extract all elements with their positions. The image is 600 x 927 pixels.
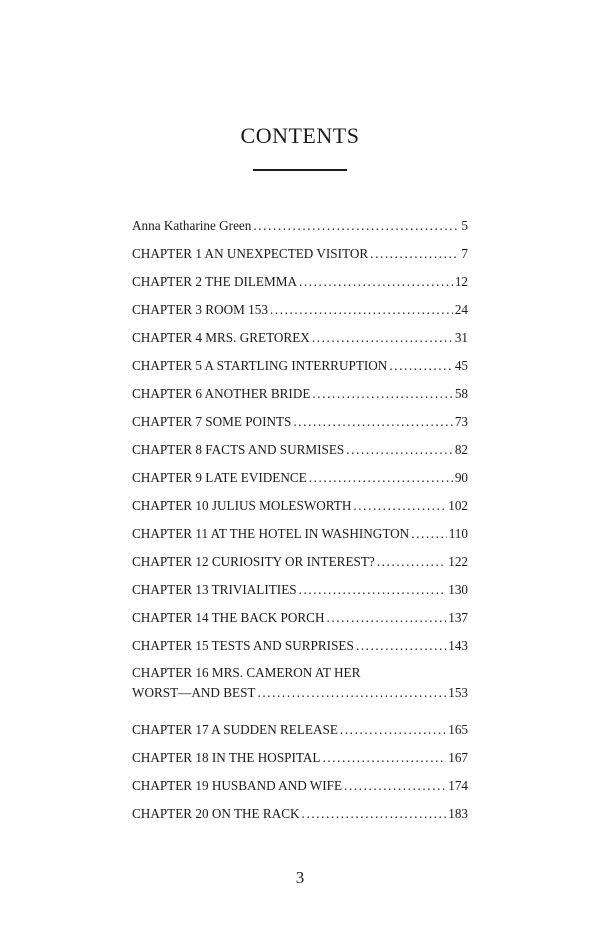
toc-entry-title: CHAPTER 11 AT THE HOTEL IN WASHINGTON — [132, 526, 410, 541]
dot-leader — [312, 328, 453, 348]
dot-leader — [340, 720, 446, 740]
toc-entry[interactable] — [132, 740, 468, 768]
toc-entry[interactable] — [132, 712, 468, 740]
dot-leader — [377, 552, 446, 572]
toc-entry-title-line2: WORST—AND BEST — [132, 685, 256, 700]
toc-entry[interactable] — [132, 264, 468, 292]
dot-leader — [411, 524, 447, 544]
toc-entry-page: 7 — [461, 246, 468, 261]
dot-leader — [389, 356, 453, 376]
dot-leader — [309, 468, 453, 488]
toc-entry-title: Anna Katharine Green — [132, 218, 252, 233]
toc-entry-page: 167 — [448, 750, 468, 765]
toc-entry-page: 130 — [448, 582, 468, 597]
dot-leader — [302, 804, 447, 824]
toc-entry[interactable] — [132, 628, 468, 656]
toc-entry[interactable] — [132, 663, 468, 712]
dot-leader — [344, 776, 446, 796]
toc-entry[interactable] — [132, 572, 468, 600]
toc-entry-title: CHAPTER 12 CURIOSITY OR INTEREST? — [132, 554, 375, 569]
toc-entry-page: 165 — [448, 722, 468, 737]
toc-entry[interactable] — [132, 600, 468, 628]
toc-entry-page: 45 — [454, 358, 468, 373]
toc-entry[interactable] — [132, 376, 468, 404]
toc-entry-page: 24 — [454, 302, 468, 317]
toc-entry-page: 82 — [454, 442, 468, 457]
toc-entry-second-row — [132, 683, 468, 703]
toc-entry-title: CHAPTER 4 MRS. GRETOREX — [132, 330, 310, 345]
toc-entry[interactable] — [132, 796, 468, 824]
toc-entry-title: CHAPTER 10 JULIUS MOLESWORTH — [132, 498, 352, 513]
dot-leader — [326, 608, 446, 628]
toc-entry-page: 183 — [448, 806, 468, 821]
table-of-contents — [132, 208, 468, 824]
toc-entry[interactable] — [132, 236, 468, 264]
toc-entry-title-line1: CHAPTER 16 MRS. CAMERON AT HER — [132, 665, 361, 680]
dot-leader — [356, 636, 446, 656]
toc-entry-title: CHAPTER 8 FACTS AND SURMISES — [132, 442, 345, 457]
toc-entry-page: 73 — [454, 414, 468, 429]
toc-entry-title: CHAPTER 5 A STARTLING INTERRUPTION — [132, 358, 388, 373]
toc-entry[interactable] — [132, 348, 468, 376]
toc-entry-title: CHAPTER 1 AN UNEXPECTED VISITOR — [132, 246, 369, 261]
toc-entry[interactable] — [132, 460, 468, 488]
toc-entry[interactable] — [132, 768, 468, 796]
toc-entry-title: CHAPTER 17 A SUDDEN RELEASE — [132, 722, 338, 737]
toc-entry-title: CHAPTER 2 THE DILEMMA — [132, 274, 297, 289]
title-rule — [253, 169, 347, 171]
toc-entry-title: CHAPTER 14 THE BACK PORCH — [132, 610, 325, 625]
dot-leader — [270, 300, 453, 320]
dot-leader — [299, 272, 453, 292]
toc-entry-title: CHAPTER 7 SOME POINTS — [132, 414, 292, 429]
toc-entry-page: 12 — [454, 274, 468, 289]
toc-entry-title: CHAPTER 13 TRIVIALITIES — [132, 582, 297, 597]
dot-leader — [322, 748, 446, 768]
dot-leader — [353, 496, 446, 516]
toc-entry[interactable] — [132, 544, 468, 572]
toc-entry-page: 122 — [448, 554, 468, 569]
toc-entry-title: CHAPTER 20 ON THE RACK — [132, 806, 300, 821]
toc-entry-title: CHAPTER 19 HUSBAND AND WIFE — [132, 778, 343, 793]
toc-entry-page: 31 — [454, 330, 468, 345]
dot-leader — [299, 580, 447, 600]
toc-entry-page: 143 — [448, 638, 468, 653]
dot-leader — [370, 244, 459, 264]
toc-entry-title: CHAPTER 15 TESTS AND SURPRISES — [132, 638, 354, 653]
contents-title: CONTENTS — [240, 123, 360, 148]
toc-entry-page: 174 — [448, 778, 468, 793]
toc-entry[interactable] — [132, 488, 468, 516]
toc-entry-page: 90 — [454, 470, 468, 485]
toc-entry-page: 137 — [448, 610, 468, 625]
dot-leader — [257, 683, 446, 703]
toc-entry[interactable] — [132, 404, 468, 432]
toc-entry-page: 102 — [448, 498, 468, 513]
toc-entry-title: CHAPTER 6 ANOTHER BRIDE — [132, 386, 311, 401]
toc-entry-page: 110 — [448, 526, 468, 541]
toc-entry[interactable] — [132, 516, 468, 544]
dot-leader — [293, 412, 452, 432]
toc-entry[interactable] — [132, 432, 468, 460]
toc-entry[interactable] — [132, 208, 468, 236]
dot-leader — [253, 216, 459, 236]
toc-entry[interactable] — [132, 292, 468, 320]
toc-entry-title: CHAPTER 3 ROOM 153 — [132, 302, 268, 317]
toc-entry-page: 5 — [461, 218, 468, 233]
toc-entry-title: CHAPTER 9 LATE EVIDENCE — [132, 470, 307, 485]
dot-leader — [346, 440, 453, 460]
toc-entry[interactable] — [132, 320, 468, 348]
toc-entry-page: 153 — [448, 685, 468, 700]
page-number: 3 — [295, 868, 305, 887]
toc-entry-page: 58 — [454, 386, 468, 401]
toc-entry-title: CHAPTER 18 IN THE HOSPITAL — [132, 750, 321, 765]
dot-leader — [312, 384, 452, 404]
